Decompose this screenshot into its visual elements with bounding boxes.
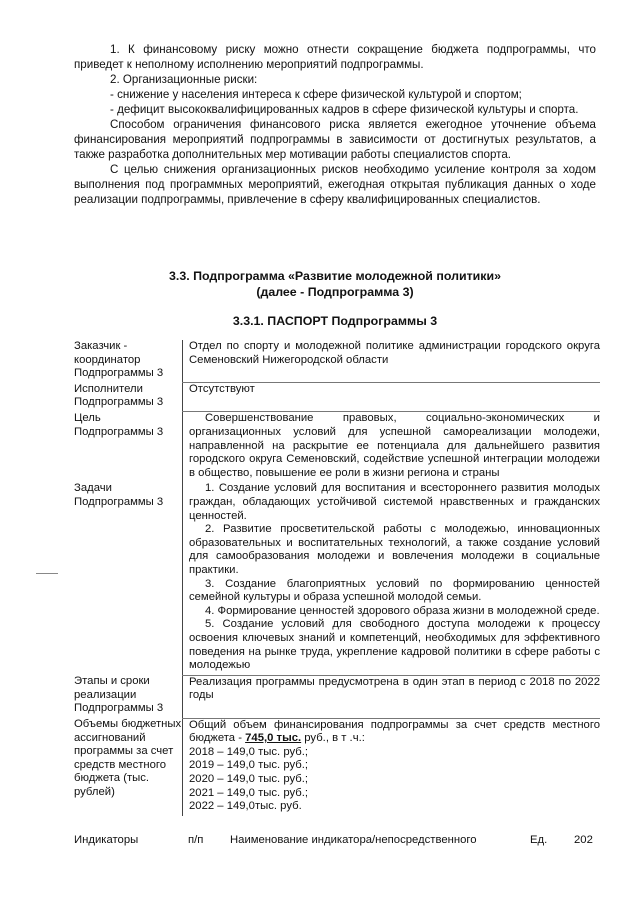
scan-mark	[36, 573, 58, 574]
funding-suffix: руб., в т .ч.:	[304, 732, 365, 745]
stages-value: Реализация программы предусмотрена в один этап в период с 2018 по 2022 годы	[183, 675, 601, 718]
subprogram-title-line1: 3.3. Подпрограмма «Развитие молодежной политики»	[169, 269, 501, 283]
tasks-label: Задачи Подпрограммы 3	[74, 482, 164, 509]
passport-row-funding	[74, 718, 600, 816]
indicators-label: Индикаторы	[74, 834, 139, 846]
passport-row-customer	[74, 340, 600, 383]
funding-value	[183, 718, 601, 816]
risk-mitigation-organizational: С целью снижения организационных рисков необходимо усиление контроля за ходом выполнения под программных мероприятий, ежегодная открытая публикация данных о ходе реализации подпрограммы, привлечение в сферу квалифицированных специалистов.	[74, 163, 596, 206]
passport-row-goal	[74, 412, 600, 482]
funding-total-line	[189, 719, 600, 746]
task-item: 3. Создание благоприятных условий по формированию ценностей семейной культуры и образа успешной молодой семьи.	[189, 577, 600, 604]
task-item: 4. Формирование ценностей здорового образа жизни в молодежной среде.	[205, 604, 600, 617]
risk-bullet-1: - снижение у населения интереса к сфере физической культурой и спортом;	[110, 88, 522, 101]
customer-value: Отдел по спорту и молодежной политике администрации городского округа Семеновский Нижегородской области	[183, 340, 601, 383]
risk-bullet-2: - дефицит высококвалифицированных кадров в сфере физической культуры и спорта.	[110, 103, 579, 116]
customer-label: Заказчик - координатор Подпрограммы 3	[74, 340, 164, 380]
risk-mitigation-financial: Способом ограничения финансового риска является ежегодное уточнение объема финансирования мероприятий подпрограммы в зависимости от достигнутых результатов, а также разработка дополнительных мер мотивации работы специалистов спорта.	[74, 118, 596, 161]
risk-paragraph-2: 2. Организационные риски:	[110, 73, 258, 86]
risk-paragraph-1: 1. К финансовому риску можно отнести сокращение бюджета подпрограммы, что приведет к неполному исполнению мероприятий подпрограммы.	[74, 43, 596, 71]
stages-label: Этапы и сроки реализации Подпрограммы 3	[74, 675, 164, 715]
indicators-col-num: п/п	[188, 834, 204, 846]
goal-text: Совершенствование правовых, социально-экономических и организационных условий для успешной самореализации молодежи, направленной на раскрытие ее потенциала для дальнейшего развития городского округа Семеновский, содействие успешной интеграции молодежи в общество, повышение ее роли в жизни региона и страны	[189, 412, 600, 479]
task-item: 5. Создание условий для свободного доступа молодежи к процессу освоения ключевых знаний и компетенций, необходимых для эффективного поведения на рынке труда, укрепление кадровой политики в сфере работы с молодежью	[189, 618, 600, 672]
passport-title: 3.3.1. ПАСПОРТ Подпрограммы 3	[232, 314, 438, 328]
goal-value	[183, 412, 601, 482]
indicators-col-name: Наименование индикатора/непосредственного	[230, 834, 477, 846]
page-number: 202	[574, 834, 593, 846]
executors-label: Исполнители Подпрограммы 3	[74, 382, 164, 409]
executors-value: Отсутствуют	[183, 383, 601, 412]
indicators-col-unit: Ед.	[530, 834, 548, 846]
funding-label: Объемы бюджетных ассигнований программы за счет средств местного бюджета (тыс. рублей)	[74, 718, 182, 798]
intro-text	[74, 42, 596, 207]
tasks-value	[183, 482, 601, 675]
funding-year: 2019 – 149,0 тыс. руб.;	[189, 759, 308, 772]
task-item: 2. Развитие просветительской работы с молодежью, инновационных образовательных и воспитательных технологий, а также создание условий для самообразования молодежи и вовлечения молодежи в социальные практики.	[189, 523, 600, 576]
funding-intro: Общий объем финансирования подпрограммы за счет средств местного бюджета -	[189, 718, 600, 745]
passport-table	[74, 340, 600, 816]
passport-row-stages	[74, 675, 600, 718]
funding-total: 745,0 тыс.	[245, 732, 302, 745]
funding-year: 2020 – 149,0 тыс. руб.;	[189, 772, 308, 785]
passport-row-executors	[74, 383, 600, 412]
passport-row-tasks	[74, 482, 600, 675]
task-item: 1. Создание условий для воспитания и всестороннего развития молодых граждан, обладающих устойчивой системой нравственных и гражданских ценностей.	[189, 482, 600, 522]
subprogram-title-line2: (далее - Подпрограмма 3)	[256, 285, 414, 299]
funding-year: 2018 – 149,0 тыс. руб.;	[189, 745, 308, 758]
goal-label: Цель Подпрограммы 3	[74, 411, 164, 438]
funding-year: 2022 – 149,0тыс. руб.	[189, 800, 302, 813]
funding-year: 2021 – 149,0 тыс. руб.;	[189, 786, 308, 799]
